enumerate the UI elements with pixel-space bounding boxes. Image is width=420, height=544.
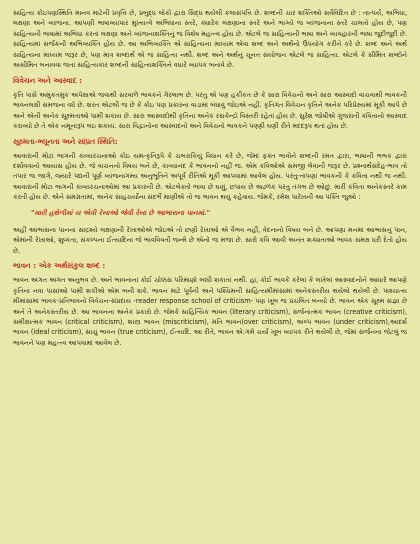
paragraph-quote-analysis: અહીં આભાસના પાનના સાદ્રશ્યે લક્ષણાની રેખાઓએ જોઇએ તો છણી રેખાઓ એ વૈભવ નહીં, વેદનાનો વિષય બને છે. આપણા મનમાં આભાસનું પાન, એમાંની રેખાઓ, શુષ્કતા, સંકલ્પના ઈત્યાદિના જે ભાવવિવર્તો જન્મે છે એનો જ મજા છે. સારો કવિ આવી અનંત શક્યતાઓ ભાવક સમક્ષ ધરી દેતો હોય છે. <box>13 225 407 255</box>
heading-criticism-appreciation: વિવેચન અને આસ્વાદ : <box>13 75 82 85</box>
paragraph-intro: સાહિત્ય કોઇપણસ્થિતિ માનવ માટેની પ્રવૃત્તિ છે, પ્રબુદ્ધ લોકો દ્વારા સિદ્ધ થયેલી કલાસંપત્તિ છે. શબ્દની ચાર શક્તિઓ સર્વવિદિત છે : તાત્પર્ય, અભિધા, લક્ષણા અને વ્યંજના. આપણી ભાષાવ્યાપાર મુખ્યત્વે અભિધાના સ્તરે, ક્યારેક લક્ષણાના સ્તરે અને ભાગ્યે જ વ્યંજનાના સ્તરે ચાલતો હોય છે, પણ સાહિત્યની ભાષામાં અભિધા કરતાં લક્ષણા અને વ્યંજનાશક્તિનું જ વિશેષ મહત્ત્વ હોય છે. એટલે જ સાહિત્યની ભાષા અને વ્યવહારની ભાષા જુદીજુદી છે. સાહિત્યમાં સર્જકની અભિવ્યક્તિ હોય છે. આ અભિવ્યક્તિ એ સાહિત્યના માધ્યમ એવા શબ્દ અને અર્થનો ઉપયોગ કરીને કરે છે. શબ્દ અને અર્થ સાહિત્યના માધ્યમ જરૂર છે, પણ માત્ર શબ્દાર્થ એ જ સાહિત્ય નથી. શબ્દ અને અર્થનું ચૂનત સંયોજન એટલે જ સાહિત્ય. એટલે કે સીમિત શબ્દોને અસીમિત બનાવવા જતાં સાહિત્યકાર શબ્દની સાહિત્યશક્તિને વધારે વ્યાપક બનાવે છે. <box>13 9 407 70</box>
poem-quote: "મારી હથેળીમાં ય એવી રેખાઓ જેવી રેખા છે આભાસના પાનમાં." <box>31 208 211 217</box>
paragraph-bhavan: ભાવન અંગત અંગત અનુભવ છે. અને ભાવનાનાં કોઈ ચોક્કસ પરિમાણો બાંધી શકાતાં નથી. હા, કોઈ ભાવકે કરેલાં કે લખેલાં આસ્વાદનોને આધારે આપણે કૃતિના નવા પાસાંઓ પામી શકીએ એમ બની શકે. ભાવન માટે પૂર્વની અને પશ્ચિમની સાહિત્યમીમાંસામાં અનેકસ્તરીય થયેલો થયેલી છે. પાશ્ચાત્ય મીમાંસામાં ભાવક-પ્રતિભાવનો વિવેચન-સંપ્રદાય -reader response school of criticism- પણ ખૂબ જ પ્રચલિત બન્યો છે. ભાવન એક સૂક્ષ્મ સંજ્ઞા છે અને તે અનેકસ્તરીય છે. આ ભાવનના અનેક પ્રકારો છે. જેમકે સાહિત્યિક ભાવન (literary criticism), સર્જનાત્મક ભાવન (creative criticism), સમીક્ષાત્મક ભાવન (critical criticism), શાસ્ત્ર ભાવન (miscriticism), મતિ ભાવન(over criticism), અલ્પ ભાવન (under criticism),આદર્શ ભાવન (ideal criticism), સાચું ભાવન (true criticism), ઈત્યાદિ. આ રીતે, ભાવન એ:ગમે ચર્યા ખૂબ વ્યાપક રીતે થયેલી છે, જેમાં સર્જનના જેટલું જ ભાવનને પણ મહત્ત્વ આપવામાં આવેલ છે. <box>13 276 407 347</box>
heading-bhavan: ભાવન : એક અર્થસંકુલ શબ્દ : <box>13 261 106 271</box>
heading-subtlety-current-state: સૂક્ષ્મતા-ભ્યૂનતા અને સાંપ્રત સ્થિતિ: <box>13 136 118 146</box>
paragraph-criticism: કૃતિ પાસે અમુકતમુક અપેક્ષાએ જવાથી સરવાળે ભાવકને ગેરલાભ છે. પરંતુ એ પણ હકીકત છે કે સારા વિવેચનો અને સારા આસ્વાદો વાંચવાથી ભાવકની ભાવનલક્ષી સમજના વધે છે. શરત એટલી જ છે કે કોઇ પણ પ્રકારના વાડામાં બંધાવું જોઇએ નહીં. કૃતિગત વિવેચન કૃતિને અનેક પરિપ્રેક્ષ્યમાં મૂકી આપે છે અને એની અનેક સૂક્ષ્મતાઓ પામી શકાય છે. સારા આસ્વાદોથી કૃતિનાં અનેક રસકેન્દ્રો વિસ્તરી રહેતાં હોય છે. સુરેશ જોષીએ ગુજરાતી કવિતાનો આસ્વાદ કરાવ્યો છે તે એક નમૂનારૂપ લઇ શકાય. સારા વિદ્વાનોનાં આસ્વાદનો અને વિવેચનો ભાવકને પણ્ણી ઘણી રીતે મદદરૂપ થતાં હોય છે. <box>13 90 407 131</box>
paragraph-current-state: આવારાની મોટા ભાગની કાવ્યરચનાઓ કોઇ યમત્કૃતિરૂપે કે ચબરાકિયું વિધાન કરે છે, જેમાં ફક્ત ભાવોને શબ્દની રમત દ્વારા, ભાષાની ભભક દ્વારા દર્શાવવાનો આયાસ હોય છે. જે વાચનનો વિષય બને છે, કાવ્યાનંદ કે ભાવનનો નહીં જ. એમ કવિઓએ સમજી લેવાની જરૂર છે. પ્રશ્નાર્થસંદેહ-ભાવ તો તપાર જ જાગે, જ્યારે પદ્યની પૂર્ણ વ્યંજનાગમ્ય અનુભૂતિને અપૂર્વ રીતિએ મૂકી આપવામાં આવેલ હોય. પરંતુ-તાપણાં ભાવકની કે કવિતા નથી જ નથી. આવારાની મોટા ભાગની કાવ્યરચનાઓમાં આ પ્રકારની છે. એટલેક્તો ભાવા છે ઘણું, છપાય છે અઢળક પરંતુ તંગભ છે ઓછું. મારી કવિતા અનેકસ્તરે કામ કરતી હોય છે. એને સમગ્રતામાં, અનેક સાહચર્યોના સંદર્ભે માણીએ તો જ ભાવન થયું કહેવાય. જેમકે, રમેશ પારેખની આ પંક્તિ જુઓ : <box>13 151 407 202</box>
